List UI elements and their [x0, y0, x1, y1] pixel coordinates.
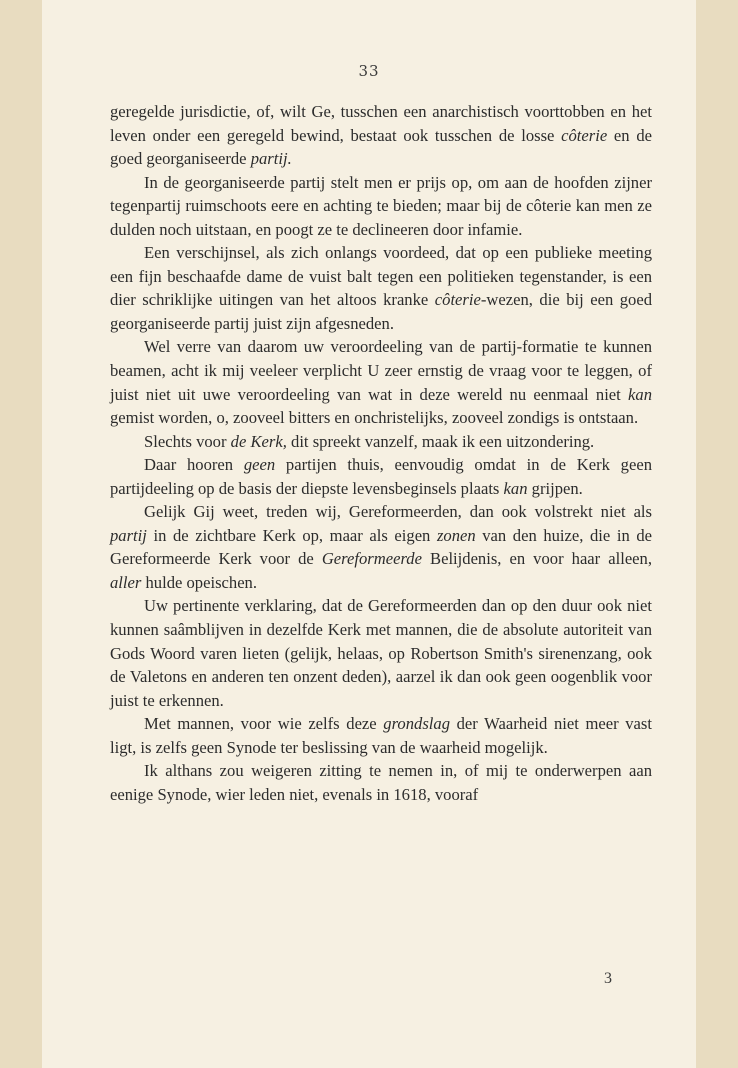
- signature-mark: 3: [604, 970, 612, 987]
- body-text: [110, 100, 652, 806]
- text-run: in de zichtbare Kerk op, maar als eigen: [146, 525, 437, 545]
- text-run: geregelde jurisdictie, of, wilt Ge, tusschen een anarchistisch voorttobben en het leven onder een geregeld bewind, bestaat ook tusschen de losse: [110, 102, 652, 145]
- italic-text: grondslag: [383, 714, 450, 734]
- text-run: en de goed georganiseerde: [110, 125, 652, 169]
- italic-text: aller: [110, 572, 142, 592]
- paragraph: [110, 430, 652, 454]
- paragraph: [110, 500, 652, 594]
- text-run: dit spreekt vanzelf, maak ik een uitzondering.: [286, 431, 595, 451]
- book-page: [42, 0, 696, 1068]
- text-run: van den huize, die in de Gereformeerde Kerk voor de: [110, 525, 653, 569]
- italic-text: kan: [628, 384, 652, 404]
- text-run: grijpen.: [527, 478, 583, 498]
- text-run: Een verschijnsel, als zich onlangs voordeed, dat op een publieke meeting een fijn beschaafde dame de vuist balt tegen een politieken tegenstander, is een dier schriklijke uitingen van het altoos kranke: [110, 243, 652, 310]
- italic-text: zonen: [436, 525, 476, 545]
- paragraph: [110, 712, 652, 759]
- paragraph: [110, 759, 652, 806]
- page-number: 33: [358, 62, 380, 80]
- text-run: Gelijk Gij weet, treden wij, Gereformeerden, dan ook volstrekt niet als: [144, 502, 652, 522]
- text-run: Wel verre van daarom uw veroordeeling van de partij-formatie te kunnen beamen, acht ik mij veeleer verplicht U zeer ernstig de vraag voor te leggen, of juist niet uit uwe veroordeeling van wat in deze wereld nu eenmaal niet: [110, 337, 652, 404]
- text-run: Belijdenis, en voor haar alleen,: [421, 549, 652, 569]
- text-run: Slechts voor: [144, 431, 231, 451]
- text-run: wezen, die bij een goed georganiseerde partij juist zijn afgesneden.: [110, 290, 653, 333]
- text-run: hulde opeischen.: [141, 572, 258, 592]
- text-run: der Waarheid niet meer vast ligt, is zelfs geen Synode ter beslissing van de waarheid mogelijk.: [110, 714, 652, 757]
- italic-text: geen: [243, 455, 276, 475]
- text-run: Met mannen, voor wie zelfs deze: [144, 714, 384, 734]
- text-run: Daar hooren: [144, 455, 244, 475]
- text-run: partijen thuis, eenvoudig omdat in de Kerk geen partijdeeling op de basis der diepste levensbeginsels plaats: [110, 455, 652, 498]
- italic-text: partij.: [250, 149, 292, 169]
- paragraph: [110, 453, 652, 500]
- paragraph: [110, 335, 652, 429]
- text-run: gemist worden, o, zooveel bitters en onchristelijks, zooveel zondigs is ontstaan.: [110, 408, 639, 428]
- text-run: In de georganiseerde partij stelt men er prijs op, om aan de hoofden zijner tegenpartij ruimschoots eere en achting te bieden; maar bij de côterie kan men ze dulden noch uitstaan, en poogt ze te declineeren door infamie.: [110, 172, 652, 239]
- text-run: Uw pertinente verklaring, dat de Gereformeerden dan op den duur ook niet kunnen saâmblijven in dezelfde Kerk met mannen, die de absolute autoriteit van Gods Woord varen lieten (gelijk, helaas, op Robertson Smith's sirenenzang, ook de Valetons en anderen ten onzent deden), aarzel ik dan ook geen oogenblik voor juist te erkennen.: [110, 596, 652, 710]
- italic-text: côterie: [561, 125, 608, 145]
- paragraph: [110, 241, 652, 335]
- text-run: Ik althans zou weigeren zitting te nemen in, of mij te onderwerpen aan eenige Synode, wier leden niet, evenals in 1618, vooraf: [110, 761, 652, 804]
- italic-text: côterie-: [434, 290, 487, 310]
- paragraph: [110, 594, 652, 712]
- italic-text: Gereformeerde: [321, 549, 422, 569]
- italic-text: de Kerk,: [230, 431, 287, 451]
- paragraph: [110, 171, 652, 242]
- paragraph: [110, 100, 652, 171]
- italic-text: partij: [110, 525, 147, 545]
- italic-text: kan: [503, 478, 528, 498]
